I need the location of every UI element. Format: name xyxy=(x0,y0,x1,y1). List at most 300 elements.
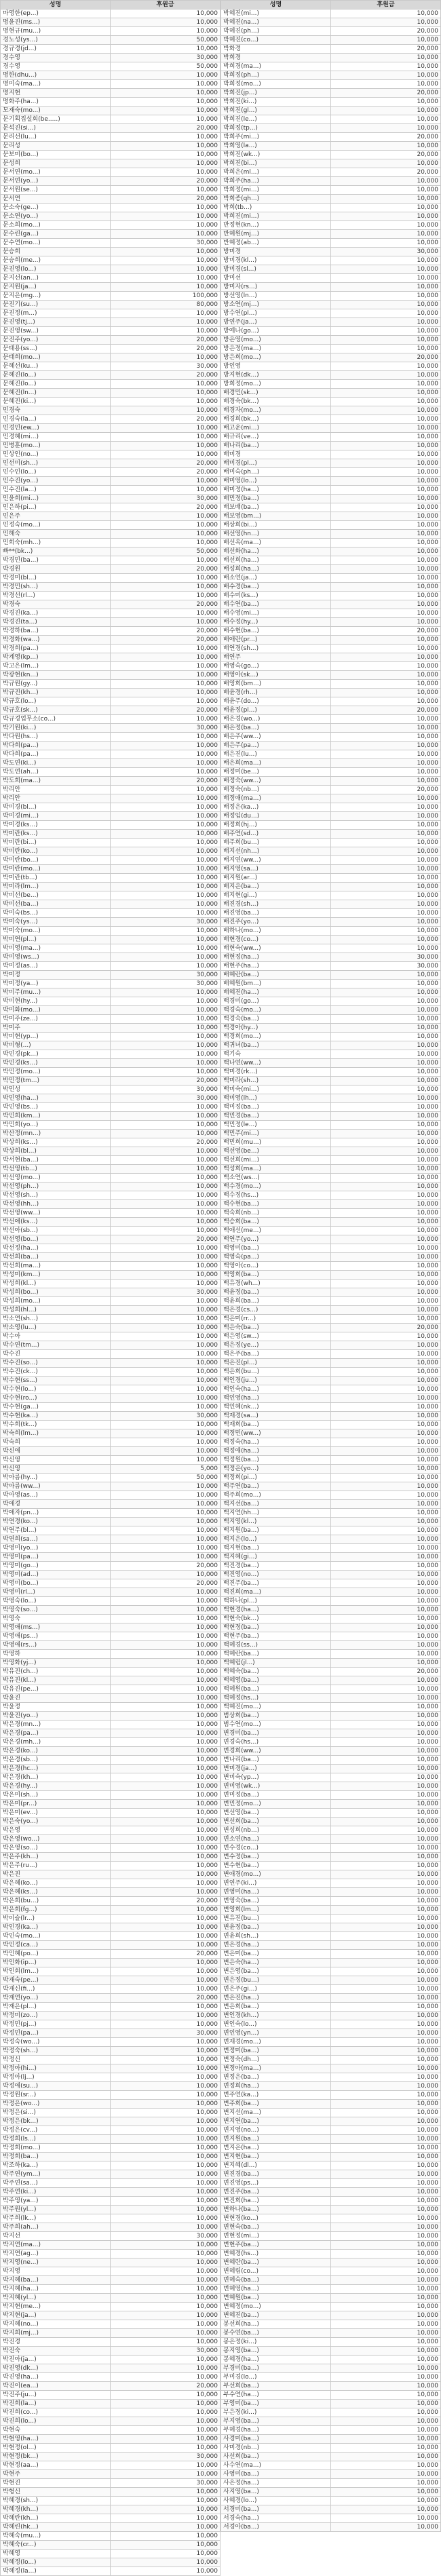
donation-amount: 10,000 xyxy=(111,1183,220,1191)
donation-amount: 10,000 xyxy=(331,292,441,301)
table-row xyxy=(221,1941,441,1950)
table-row xyxy=(1,1800,220,1809)
table-row xyxy=(1,1623,220,1632)
donor-name: 변진영(ps...) xyxy=(221,2179,331,2188)
donation-amount: 10,000 xyxy=(111,953,220,962)
donor-name: 변진주(ba...) xyxy=(221,2188,331,2197)
donor-name: 배지현(gi...) xyxy=(221,891,331,900)
table-row xyxy=(221,1147,441,1156)
donor-column-right xyxy=(220,0,441,2576)
table-row xyxy=(1,1271,220,1280)
donation-amount: 10,000 xyxy=(111,733,220,742)
table-row xyxy=(221,556,441,565)
donor-name: 박선영(mo...) xyxy=(1,1174,111,1183)
donor-name: 부미경(lo...) xyxy=(221,2373,331,2382)
table-row xyxy=(1,883,220,891)
donor-name: 배미숙(ph...) xyxy=(221,468,331,477)
donation-amount: 30,000 xyxy=(331,248,441,256)
donation-amount: 10,000 xyxy=(331,1544,441,1553)
table-row xyxy=(221,1500,441,1509)
donor-name: 박경원 xyxy=(1,565,111,574)
table-row xyxy=(1,1985,220,1994)
donor-name: 변혜림(co...) xyxy=(221,2267,331,2276)
donor-name: 박희주(ha...) xyxy=(221,177,331,186)
table-row xyxy=(221,36,441,45)
table-row xyxy=(221,1906,441,1915)
donation-amount: 20,000 xyxy=(111,124,220,133)
donation-amount: 10,000 xyxy=(331,777,441,786)
donor-name: 변혜란(ba...) xyxy=(221,2258,331,2267)
donor-name: 배상희(bi...) xyxy=(221,521,331,530)
donor-name: 박현정(ol...) xyxy=(1,2444,111,2453)
donor-name: 배은주(pa...) xyxy=(221,742,331,750)
donation-amount: 10,000 xyxy=(331,309,441,318)
table-row xyxy=(221,671,441,680)
table-row xyxy=(221,398,441,406)
donor-name: 배보영(bm...) xyxy=(221,512,331,521)
table-row xyxy=(1,9,220,18)
donation-amount: 10,000 xyxy=(111,1862,220,1870)
donation-amount: 10,000 xyxy=(331,230,441,239)
donation-amount: 30,000 xyxy=(111,239,220,248)
donor-name: 박진영(dk...) xyxy=(1,2364,111,2373)
table-row xyxy=(1,495,220,503)
donation-amount: 10,000 xyxy=(331,1094,441,1103)
table-row xyxy=(221,2082,441,2091)
donation-amount: 10,000 xyxy=(111,406,220,415)
donation-amount: 20,000 xyxy=(111,600,220,609)
donation-amount: 10,000 xyxy=(331,1271,441,1280)
donation-amount: 30,000 xyxy=(111,980,220,988)
donor-name: 박선영(sh...) xyxy=(1,1191,111,1200)
donor-name: 박은진 xyxy=(1,1870,111,1879)
donor-name: 백경숙(mo...) xyxy=(221,1006,331,1015)
donation-amount: 10,000 xyxy=(111,1050,220,1059)
donor-name: 박미정(ya...) xyxy=(1,980,111,988)
donation-amount: 10,000 xyxy=(111,2197,220,2206)
table-row xyxy=(1,1676,220,1685)
donation-amount: 10,000 xyxy=(331,2153,441,2161)
donor-name: 변인영(yn...) xyxy=(221,2029,331,2038)
table-row xyxy=(221,1482,441,1491)
donation-amount: 10,000 xyxy=(111,556,220,565)
donor-name: 박진아(ja...) xyxy=(1,2356,111,2364)
donation-amount: 10,000 xyxy=(111,750,220,759)
donor-name: 민경숙 xyxy=(1,406,111,415)
donation-amount: 10,000 xyxy=(111,1130,220,1138)
donor-name: 변수현(ba...) xyxy=(221,1862,331,1870)
donation-amount: 10,000 xyxy=(111,450,220,459)
donation-amount: 10,000 xyxy=(331,107,441,115)
donation-amount: 80,000 xyxy=(111,301,220,309)
donation-amount: 10,000 xyxy=(111,1535,220,1544)
donation-amount: 10,000 xyxy=(331,2064,441,2073)
donor-name: 부수연(ha...) xyxy=(221,2391,331,2400)
donation-amount: 10,000 xyxy=(111,2179,220,2188)
table-row xyxy=(1,1853,220,1862)
donation-amount: 10,000 xyxy=(111,2082,220,2091)
donor-name: 박수연(tm...) xyxy=(1,1341,111,1350)
table-row xyxy=(1,1288,220,1297)
table-row xyxy=(221,2258,441,2267)
donor-name: 박은영 xyxy=(1,1826,111,1835)
donation-amount: 10,000 xyxy=(331,530,441,539)
table-row xyxy=(221,609,441,618)
donation-amount: 10,000 xyxy=(111,786,220,794)
table-row xyxy=(221,486,441,495)
donation-amount: 10,000 xyxy=(331,2161,441,2170)
donor-name: 박선영(tb...) xyxy=(1,1165,111,1174)
table-row xyxy=(1,1447,220,1456)
donor-name: 박혜진(mi...) xyxy=(221,9,331,18)
donation-amount: 10,000 xyxy=(111,1271,220,1280)
table-row xyxy=(1,1915,220,1923)
donation-amount: 20,000 xyxy=(111,1138,220,1147)
donation-amount: 10,000 xyxy=(331,1941,441,1950)
table-row xyxy=(1,539,220,547)
donor-name: 백경숙(ba...) xyxy=(221,1015,331,1024)
donor-name: 박규진(kh...) xyxy=(1,689,111,697)
donor-name: 박수현(ss...) xyxy=(1,1377,111,1385)
table-row xyxy=(1,715,220,724)
donation-amount: 10,000 xyxy=(331,345,441,353)
donation-amount: 10,000 xyxy=(111,2241,220,2250)
table-row xyxy=(221,1412,441,1421)
donor-name: 문석진(si...) xyxy=(1,124,111,133)
donor-name: 변혜정(mo...) xyxy=(221,2303,331,2311)
table-row xyxy=(221,891,441,900)
donation-amount: 10,000 xyxy=(111,89,220,98)
table-row xyxy=(221,962,441,971)
donor-name: 백선영(be...) xyxy=(221,1147,331,1156)
donor-name: 박화경 xyxy=(221,45,331,54)
donor-name: 사은정(ha...) xyxy=(221,2479,331,2488)
table-row xyxy=(221,1359,441,1368)
table-row xyxy=(1,1579,220,1588)
donation-amount: 10,000 xyxy=(331,944,441,953)
donation-amount: 30,000 xyxy=(111,971,220,980)
table-row xyxy=(1,680,220,689)
donation-amount: 10,000 xyxy=(111,900,220,909)
donation-amount: 10,000 xyxy=(111,115,220,124)
donation-amount: 10,000 xyxy=(111,442,220,450)
table-row xyxy=(221,204,441,212)
table-row xyxy=(221,1280,441,1288)
donation-amount: 10,000 xyxy=(331,768,441,777)
donor-name: 박숙희(lm...) xyxy=(1,1429,111,1438)
donor-name: 박현진 xyxy=(1,2479,111,2488)
donor-name: 박정아(hi...) xyxy=(1,2064,111,2073)
donation-amount: 20,000 xyxy=(331,133,441,142)
donor-name: 박경미(bl...) xyxy=(1,574,111,583)
donor-name: 배성희(ha...) xyxy=(221,565,331,574)
donation-amount: 10,000 xyxy=(331,336,441,345)
table-row xyxy=(221,1165,441,1174)
donor-name: 박희정(tp...) xyxy=(221,124,331,133)
table-row xyxy=(1,742,220,750)
table-row xyxy=(221,742,441,750)
table-row xyxy=(1,936,220,944)
donor-name: 문성희 xyxy=(1,159,111,168)
donor-name: 변혜진(ba...) xyxy=(221,2311,331,2320)
donation-amount: 10,000 xyxy=(111,1668,220,1676)
table-row xyxy=(1,2479,220,2488)
donor-name: 백인혜(nk...) xyxy=(221,1403,331,1412)
donation-amount: 10,000 xyxy=(331,715,441,724)
table-row xyxy=(221,944,441,953)
table-row xyxy=(1,486,220,495)
table-row xyxy=(1,1359,220,1368)
donor-name: 서경숙(ha...) xyxy=(221,2514,331,2523)
table-row xyxy=(1,415,220,424)
donor-name: 변유진(bu...) xyxy=(221,1915,331,1923)
donor-name: 박경진(ta...) xyxy=(1,618,111,627)
donation-amount: 30,000 xyxy=(111,2453,220,2461)
table-row xyxy=(221,2056,441,2064)
donation-amount: 10,000 xyxy=(331,1959,441,1967)
donation-amount: 10,000 xyxy=(111,2320,220,2329)
donation-amount: 20,000 xyxy=(331,27,441,36)
table-row xyxy=(1,1482,220,1491)
donor-name: 박미화(mo...) xyxy=(1,1006,111,1015)
donor-name: 방선영(ln...) xyxy=(221,292,331,301)
donor-name: 박인경(ka...) xyxy=(1,1923,111,1932)
donor-name: 백성희(ma...) xyxy=(221,1165,331,1174)
donor-name: 백진희(ma...) xyxy=(221,1588,331,1597)
donor-name: 박수현(ga...) xyxy=(1,1403,111,1412)
donation-amount: 10,000 xyxy=(111,1765,220,1773)
donor-name: 박성미(km...) xyxy=(1,1271,111,1280)
table-row xyxy=(221,2523,441,2532)
donation-amount: 10,000 xyxy=(111,1103,220,1112)
donor-name: 변민정(mo...) xyxy=(221,1800,331,1809)
table-row xyxy=(1,2523,220,2532)
table-row xyxy=(221,2029,441,2038)
donation-amount: 10,000 xyxy=(331,1006,441,1015)
donation-amount: 10,000 xyxy=(331,2197,441,2206)
donor-name: 사수연(ma...) xyxy=(221,2461,331,2470)
table-row xyxy=(221,1703,441,1712)
donor-name: 박영숙(so...) xyxy=(1,1606,111,1615)
table-row xyxy=(1,706,220,715)
donation-amount: 10,000 xyxy=(111,839,220,847)
donor-name: 박은희(bu...) xyxy=(1,1897,111,1906)
donor-name: 부지영(ba...) xyxy=(221,2417,331,2426)
donor-name: 박선희(ba...) xyxy=(1,1253,111,1262)
table-row xyxy=(221,521,441,530)
donor-name: 백영아(co...) xyxy=(221,1262,331,1271)
donation-amount: 10,000 xyxy=(331,1377,441,1385)
donation-amount: 10,000 xyxy=(111,2558,220,2567)
table-row xyxy=(221,1315,441,1324)
donor-name: 백은주(ba...) xyxy=(221,1350,331,1359)
table-row xyxy=(1,1412,220,1421)
donation-amount: 10,000 xyxy=(111,1280,220,1288)
donation-amount: 10,000 xyxy=(331,927,441,936)
table-row xyxy=(221,1950,441,1959)
donation-amount: 10,000 xyxy=(331,2285,441,2294)
donor-name: 박은경(hy...) xyxy=(1,1782,111,1791)
donation-amount: 20,000 xyxy=(111,565,220,574)
donor-name: 백민정(le...) xyxy=(221,1121,331,1130)
donor-name: 배미경 xyxy=(221,450,331,459)
table-row xyxy=(221,583,441,592)
donor-name: 변현주(ba...) xyxy=(221,2241,331,2250)
donor-name: 민수인(lo...) xyxy=(1,468,111,477)
donor-name: 박혜린(hk...) xyxy=(1,2523,111,2532)
table-row xyxy=(221,186,441,195)
donation-amount: 20,000 xyxy=(331,89,441,98)
donation-amount: 30,000 xyxy=(111,2232,220,2241)
table-row xyxy=(221,2505,441,2514)
donation-amount: 10,000 xyxy=(331,1033,441,1041)
table-row xyxy=(1,1668,220,1676)
donation-amount: 10,000 xyxy=(111,1915,220,1923)
donor-name: 박영화(yj...) xyxy=(1,1659,111,1668)
donor-name: 민윤희(mi...) xyxy=(1,495,111,503)
donation-amount: 10,000 xyxy=(331,2170,441,2179)
table-row xyxy=(221,1368,441,1377)
donor-name: 백진경(ba...) xyxy=(221,1562,331,1571)
table-row xyxy=(1,115,220,124)
donation-amount: 10,000 xyxy=(331,1500,441,1509)
donor-name: 박정미(zo...) xyxy=(1,2012,111,2020)
donor-name: 봉혜경(ha...) xyxy=(221,2356,331,2364)
donor-name: 박규원(gy...) xyxy=(1,680,111,689)
table-row xyxy=(1,2347,220,2356)
table-row xyxy=(221,1756,441,1765)
table-row xyxy=(1,1729,220,1738)
donor-name: 박영애(ms...) xyxy=(1,1623,111,1632)
donor-name: 박상희(ks...) xyxy=(1,1138,111,1147)
donor-name: 부선희(ba...) xyxy=(221,2382,331,2391)
table-row xyxy=(221,1994,441,2003)
donation-amount: 10,000 xyxy=(111,1800,220,1809)
donor-name: 배은정(ba...) xyxy=(221,724,331,733)
table-row xyxy=(221,1262,441,1271)
donor-name: 박지영(ne...) xyxy=(1,2258,111,2267)
donor-name: 박상희(bl...) xyxy=(1,1147,111,1156)
donor-name: 박다희(pa...) xyxy=(1,750,111,759)
donation-amount: 20,000 xyxy=(111,1235,220,1244)
table-row xyxy=(1,1826,220,1835)
table-row xyxy=(221,1518,441,1526)
donor-name: 변인숙(lo...) xyxy=(221,2020,331,2029)
donor-name: 문수연(mo...) xyxy=(1,239,111,248)
donation-amount: 10,000 xyxy=(111,962,220,971)
donation-amount: 10,000 xyxy=(331,459,441,468)
table-row xyxy=(1,1103,220,1112)
table-row xyxy=(1,2250,220,2258)
donor-name: 변주희(ba...) xyxy=(221,2100,331,2109)
donor-name: 부경미(ba...) xyxy=(221,2364,331,2373)
donation-amount: 10,000 xyxy=(331,1967,441,1976)
donation-amount: 10,000 xyxy=(111,1165,220,1174)
table-row xyxy=(221,2091,441,2100)
donation-amount: 10,000 xyxy=(111,1447,220,1456)
table-row xyxy=(221,1271,441,1280)
donor-name: 백민경(ba...) xyxy=(221,1112,331,1121)
donation-amount: 10,000 xyxy=(331,724,441,733)
table-row xyxy=(1,1835,220,1844)
donor-name: 변은경(ha...) xyxy=(221,1941,331,1950)
table-row xyxy=(221,1209,441,1218)
donation-amount: 10,000 xyxy=(111,2303,220,2311)
table-row xyxy=(1,124,220,133)
donation-amount: 10,000 xyxy=(331,1712,441,1720)
donor-name: 백은희(bu...) xyxy=(221,1368,331,1377)
donation-amount: 10,000 xyxy=(331,1218,441,1227)
donation-amount: 10,000 xyxy=(111,759,220,768)
table-row xyxy=(1,1006,220,1015)
donor-name: 변은진(ha...) xyxy=(221,1994,331,2003)
donor-name: 박희진(wk...) xyxy=(221,151,331,159)
donor-name: 박혜진(na...) xyxy=(221,18,331,27)
table-row xyxy=(1,2258,220,2267)
table-row xyxy=(1,2029,220,2038)
donor-name: 박정은(bk...) xyxy=(1,2117,111,2126)
donor-name: 배애란(pr...) xyxy=(221,636,331,645)
table-row xyxy=(1,1350,220,1359)
table-row xyxy=(1,151,220,159)
donor-name: 문진주(yo...) xyxy=(1,336,111,345)
table-row xyxy=(221,1288,441,1297)
donor-name: 경수영 xyxy=(1,62,111,71)
donor-name: 백경아(hy...) xyxy=(221,1024,331,1033)
donation-amount: 10,000 xyxy=(331,2408,441,2417)
donor-name: 백영숙(pa...) xyxy=(221,1253,331,1262)
table-row xyxy=(221,1429,441,1438)
table-row xyxy=(221,1438,441,1447)
table-row xyxy=(1,1068,220,1077)
donation-amount: 10,000 xyxy=(111,1315,220,1324)
donation-amount: 10,000 xyxy=(331,1174,441,1183)
donor-name: 박규호(sk...) xyxy=(1,706,111,715)
donation-amount: 10,000 xyxy=(331,1879,441,1888)
donor-name: 박성희(kl...) xyxy=(1,1280,111,1288)
donor-name: 배수정(hy...) xyxy=(221,618,331,627)
donation-amount: 10,000 xyxy=(331,1809,441,1818)
donation-amount: 10,000 xyxy=(111,1932,220,1941)
table-row xyxy=(1,362,220,371)
table-row xyxy=(1,2153,220,2161)
donation-amount: 10,000 xyxy=(111,186,220,195)
donation-amount: 10,000 xyxy=(331,2523,441,2532)
donation-amount: 10,000 xyxy=(111,1959,220,1967)
donation-amount: 10,000 xyxy=(111,609,220,618)
table-row xyxy=(1,1138,220,1147)
donor-name: 백영희(ba...) xyxy=(221,1271,331,1280)
donation-amount: 10,000 xyxy=(331,195,441,204)
donation-amount: 10,000 xyxy=(111,2100,220,2109)
table-row xyxy=(221,971,441,980)
table-row xyxy=(1,62,220,71)
donor-name: 문혜진(ln...) xyxy=(1,389,111,398)
donation-amount: 10,000 xyxy=(111,1121,220,1130)
table-row xyxy=(1,1791,220,1800)
donor-name: 박경민(sh...) xyxy=(1,583,111,592)
donor-name: 변수정(ba...) xyxy=(221,1853,331,1862)
donor-name: 변은미(ba...) xyxy=(221,1950,331,1959)
header-name: 성명 xyxy=(221,1,331,9)
table-row xyxy=(1,962,220,971)
donation-amount: 20,000 xyxy=(331,151,441,159)
donor-name: 배진주(yo...) xyxy=(221,918,331,927)
donor-name: 박미주(ze...) xyxy=(1,1015,111,1024)
donation-amount: 10,000 xyxy=(111,2135,220,2144)
table-row xyxy=(1,2285,220,2294)
donation-amount: 10,000 xyxy=(111,512,220,521)
